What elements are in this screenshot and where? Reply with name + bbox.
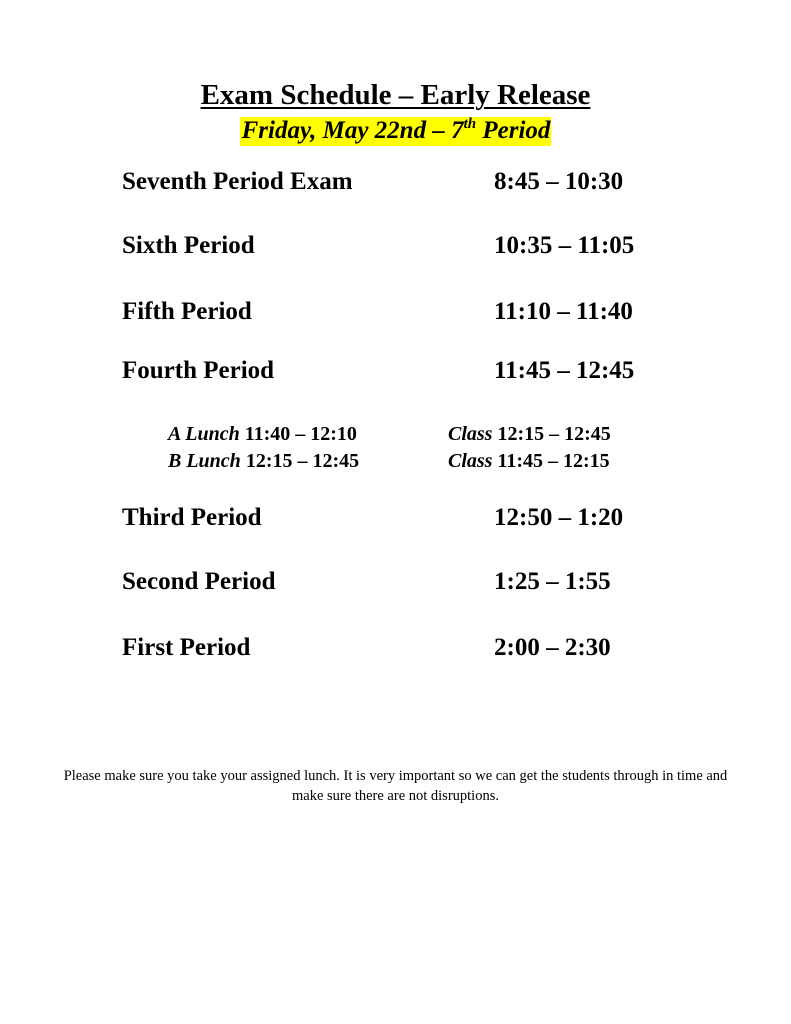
schedule-row-fifth-period bbox=[0, 296, 791, 328]
lunch-label: A Lunch bbox=[168, 423, 240, 445]
lunch-slot bbox=[168, 449, 359, 473]
subtitle-date: Friday, May 22nd – 7 bbox=[241, 117, 464, 144]
lunch-time: 11:40 – 12:10 bbox=[239, 423, 357, 445]
lunch-row-b bbox=[0, 449, 791, 473]
class-label: Class bbox=[448, 423, 493, 445]
period-label: Seventh Period Exam bbox=[122, 168, 353, 195]
schedule-row-fourth-period bbox=[0, 355, 791, 387]
lunch-slot bbox=[168, 422, 357, 446]
period-time: 8:45 – 10:30 bbox=[494, 168, 624, 195]
subtitle-highlight bbox=[240, 117, 552, 146]
subtitle-period: Period bbox=[476, 117, 551, 144]
period-label: Fifth Period bbox=[122, 298, 252, 325]
lunch-label: B Lunch bbox=[168, 450, 241, 472]
schedule-row-seventh-period bbox=[0, 166, 791, 198]
schedule-row-second-period bbox=[0, 566, 791, 598]
schedule-row-first-period bbox=[0, 632, 791, 664]
class-slot bbox=[448, 422, 611, 446]
page-subtitle bbox=[0, 116, 791, 146]
period-time: 1:25 – 1:55 bbox=[494, 568, 611, 595]
lunch-time: 12:15 – 12:45 bbox=[240, 450, 360, 472]
schedule-row-sixth-period bbox=[0, 230, 791, 262]
period-time: 11:45 – 12:45 bbox=[494, 357, 635, 384]
class-time: 11:45 – 12:15 bbox=[492, 450, 610, 472]
class-time: 12:15 – 12:45 bbox=[492, 423, 611, 445]
schedule-row-third-period bbox=[0, 502, 791, 534]
class-slot bbox=[448, 449, 610, 473]
subtitle-ordinal-suffix: th bbox=[463, 116, 477, 132]
period-label: Fourth Period bbox=[122, 357, 275, 384]
period-label: Second Period bbox=[122, 568, 276, 595]
lunch-reminder-note: Please make sure you take your assigned lunch. It is very important so we can get the students through in time and make sure there are not disruptions. bbox=[63, 768, 728, 804]
period-label: Sixth Period bbox=[122, 232, 255, 259]
period-time: 2:00 – 2:30 bbox=[494, 634, 611, 661]
period-time: 12:50 – 1:20 bbox=[494, 504, 624, 531]
title-text: Exam Schedule – Early Release bbox=[200, 79, 591, 111]
period-time: 10:35 – 11:05 bbox=[494, 232, 635, 259]
class-label: Class bbox=[448, 450, 493, 472]
lunch-row-a bbox=[0, 422, 791, 446]
period-time: 11:10 – 11:40 bbox=[494, 298, 633, 325]
period-label: Third Period bbox=[122, 504, 262, 531]
page-title bbox=[0, 77, 791, 113]
period-label: First Period bbox=[122, 634, 251, 661]
